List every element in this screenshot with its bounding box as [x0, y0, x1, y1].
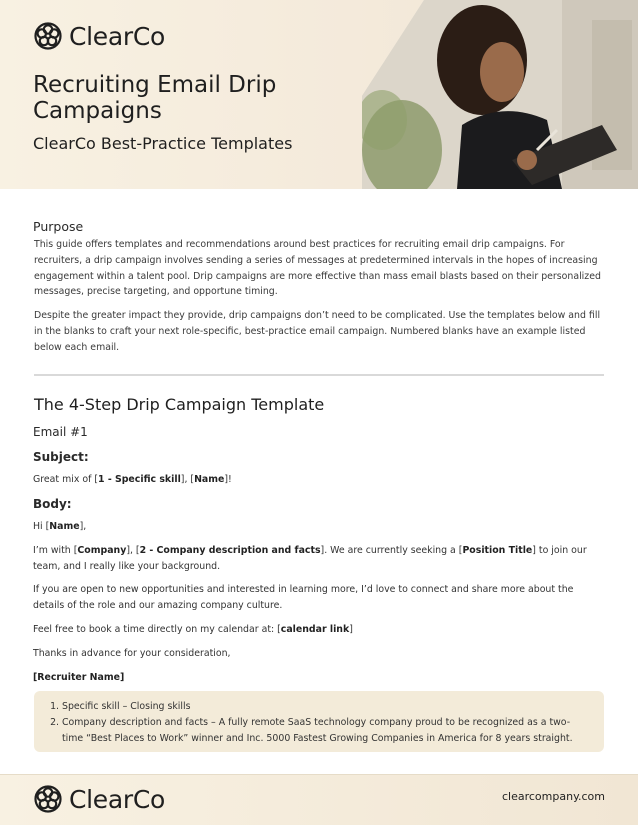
example-item: 1. Specific skill – Closing skills: [62, 699, 582, 715]
clearco-logo-mark-icon: [33, 784, 63, 814]
signature-line: [Recruiter Name]: [33, 672, 125, 683]
blank-name: Name: [49, 521, 80, 532]
blank-calendar-link: calendar link: [280, 624, 350, 635]
hero-photo: [362, 0, 638, 189]
header-logo: [33, 21, 165, 51]
example-item: 2. Company description and facts – A fully remote SaaS technology company proud to be recognized as a two-time “Best Places to Work” winner and Inc. 5000 Fastest Growing Companies in America for 8 years straight.: [62, 715, 582, 747]
template-heading: The 4-Step Drip Campaign Template: [34, 395, 325, 414]
brand-name: ClearCo: [69, 784, 166, 814]
blank-company-description: 2 - Company description and facts: [139, 545, 321, 556]
greeting-line: Hi [Name],: [33, 521, 87, 532]
purpose-paragraph-2: Despite the greater impact they provide, drip campaigns don’t need to be complicated. Use the templates below and fill in the blanks to craft your next role-specific, best-practice email campaign. Numbered blanks have an example listed below each email.: [34, 310, 601, 353]
purpose-paragraph-1: This guide offers templates and recommendations around best practices for recruiting email drip campaigns. For recruiters, a drip campaign involves sending a series of messages at predetermined intervals in the hopes of increasing engagement within a talent pool. Drip campaigns are more effective than mass email blasts based on their personalized messages, precise targeting, and opportune timing.: [34, 239, 601, 298]
footer-logo: [33, 784, 165, 814]
woman-writing-in-notebook-photo: [362, 0, 638, 189]
clearco-logo-mark-icon: [33, 21, 63, 51]
blank-position-title: Position Title: [462, 545, 533, 556]
purpose-heading: Purpose: [33, 219, 84, 234]
brand-name: ClearCo: [69, 21, 166, 51]
email-number-label: Email #1: [33, 425, 88, 439]
blank-specific-skill: 1 - Specific skill: [98, 474, 181, 485]
footer-url-link[interactable]: clearcompany.com: [501, 790, 605, 803]
calendar-line: Feel free to book a time directly on my calendar at: [calendar link]: [33, 624, 353, 635]
body-label: Body:: [33, 497, 72, 511]
thanks-line: Thanks in advance for your consideration,: [33, 648, 231, 659]
page-subtitle: ClearCo Best-Practice Templates: [33, 134, 293, 153]
page-title: Recruiting Email Drip Campaigns: [33, 72, 277, 124]
examples-box: [34, 691, 604, 752]
blank-company: Company: [77, 545, 127, 556]
section-divider: [34, 374, 604, 376]
subject-label: Subject:: [33, 450, 89, 464]
blank-recruiter-name: Recruiter Name: [37, 672, 120, 683]
intro-paragraph: I’m with [Company], [2 - Company description and facts]. We are currently seeking a [Position Title] to join our team, and I really like your background.: [33, 545, 587, 572]
open-to-opportunities-paragraph: If you are open to new opportunities and interested in learning more, I’d love to connect and share more about the details of the role and our amazing company culture.: [33, 584, 574, 611]
examples-list: [62, 699, 582, 746]
subject-line: Great mix of [1 - Specific skill], [Name]!: [33, 474, 232, 485]
blank-name: Name: [194, 474, 225, 485]
